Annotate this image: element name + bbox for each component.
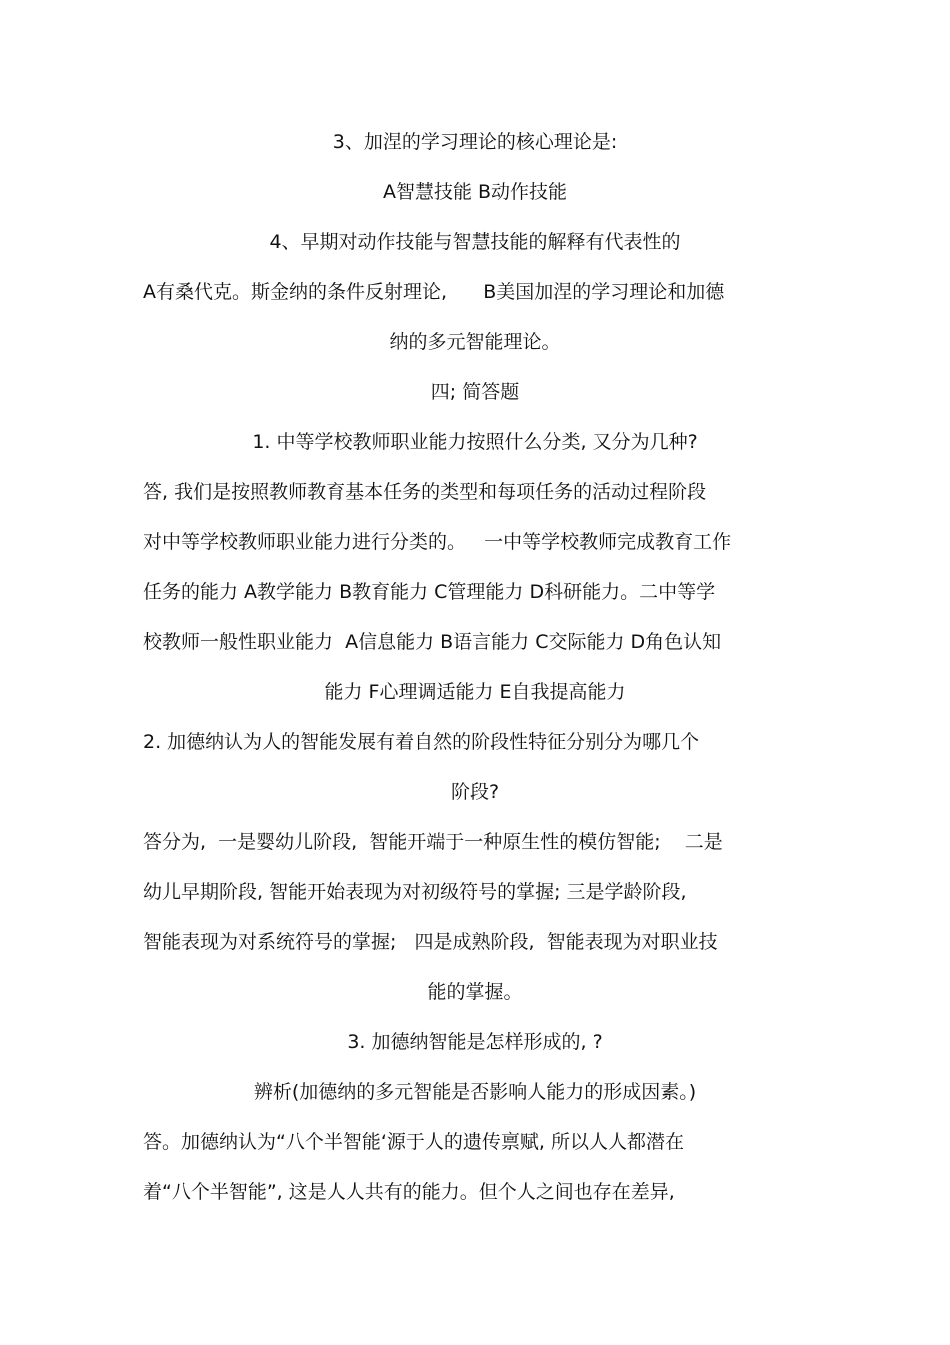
analysis-line: 辨析(加德纳的多元智能是否影响人能力的形成因素。) xyxy=(253,1081,697,1103)
question-3-line: 3、加涅的学习理论的核心理论是: xyxy=(332,131,618,153)
short-answer-2-question: 2. 加德纳认为人的智能发展有着自然的阶段性特征分别分为哪几个 xyxy=(143,731,700,753)
answer-2-line-1: 答分为, 一是婴幼儿阶段, 智能开端于一种原生性的模仿智能; 二是 xyxy=(143,831,723,853)
answer-1-line-3: 任务的能力 A教学能力 B教育能力 C管理能力 D科研能力。二中等学 xyxy=(143,581,716,603)
question-4-line: 4、早期对动作技能与智慧技能的解释有代表性的 xyxy=(269,231,681,253)
answer-2-line-4: 能的掌握。 xyxy=(427,981,523,1003)
answer-3-line-2: 着“八个半智能”, 这是人人共有的能力。但个人之间也存在差异, xyxy=(143,1181,675,1203)
question-4-options-cont: 纳的多元智能理论。 xyxy=(389,331,561,353)
short-answer-2-question-cont: 阶段? xyxy=(450,781,500,803)
answer-1-line-1: 答, 我们是按照教师教育基本任务的类型和每项任务的活动过程阶段 xyxy=(143,481,707,503)
answer-2-line-3: 智能表现为对系统符号的掌握; 四是成熟阶段, 智能表现为对职业技 xyxy=(143,931,718,953)
answer-2-line-2: 幼儿早期阶段, 智能开始表现为对初级符号的掌握; 三是学龄阶段, xyxy=(143,881,687,903)
answer-1-line-2: 对中等学校教师职业能力进行分类的。 一中等学校教师完成教育工作 xyxy=(143,531,732,553)
answer-3-line-1: 答。加德纳认为“八个半智能‘源于人的遗传禀赋, 所以人人都潜在 xyxy=(143,1131,684,1153)
short-answer-1-question: 1. 中等学校教师职业能力按照什么分类, 又分为几种? xyxy=(252,431,698,453)
answer-1-line-4: 校教师一般性职业能力 A信息能力 B语言能力 C交际能力 D角色认知 xyxy=(143,631,722,653)
short-answer-3-question: 3. 加德纳智能是怎样形成的, ? xyxy=(347,1031,603,1053)
question-3-options: A智慧技能 B动作技能 xyxy=(382,181,568,203)
section-heading: 四; 简答题 xyxy=(430,381,520,403)
answer-1-line-5: 能力 F心理调适能力 E自我提高能力 xyxy=(324,681,626,703)
question-4-options: A有桑代克。斯金纳的条件反射理论, B美国加涅的学习理论和加德 xyxy=(143,281,725,303)
